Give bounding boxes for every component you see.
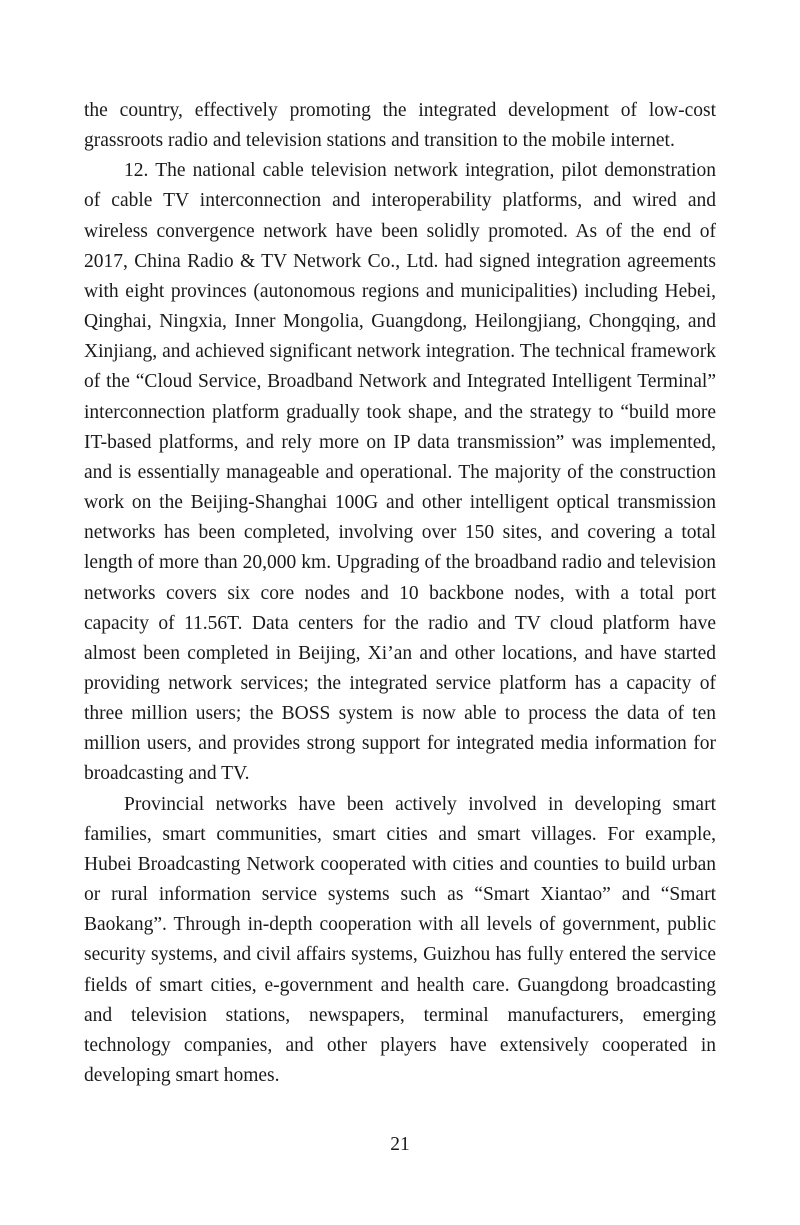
paragraph-continuation: the country, effectively promoting the integrated development of low-cost grassroots radio and television stations and transition to the mobile internet. — [84, 100, 716, 152]
page-body — [84, 96, 716, 1091]
paragraph-item-12: 12. The national cable television network integration, pilot demonstration of cable TV interconnection and interoperability platforms, and wired and wireless convergence network have been solidly promoted. As of the end of 2017, China Radio & TV Network Co., Ltd. had signed integration agreements with eight provinces (autonomous regions and municipalities) including Hebei, Qinghai, Ningxia, Inner Mongolia, Guangdong, Heilongjiang, Chongqing, and Xinjiang, and achieved significant network integration. The technical framework of the “Cloud Service, Broadband Network and Integrated Intelligent Terminal” interconnection platform gradually took shape, and the strategy to “build more IT-based platforms, and rely more on IP data transmission” was implemented, and is essentially manageable and operational. The majority of the construction work on the Beijing-Shanghai 100G and other intelligent optical transmission networks has been completed, involving over 150 sites, and covering a total length of more than 20,000 km. Upgrading of the broadband radio and television networks covers six core nodes and 10 backbone nodes, with a total port capacity of 11.56T. Data centers for the radio and TV cloud platform have almost been completed in Beijing, Xi’an and other locations, and have started providing network services; the integrated service platform has a capacity of three million users; the BOSS system is now able to process the data of ten million users, and provides strong support for integrated media information for broadcasting and TV. — [84, 160, 716, 785]
paragraph-provincial-networks: Provincial networks have been actively involved in developing smart families, smart communities, smart cities and smart villages. For example, Hubei Broadcasting Network cooperated with cities and counties to build urban or rural information service systems such as “Smart Xiantao” and “Smart Baokang”. Through in-depth cooperation with all levels of government, public security systems, and civil affairs systems, Guizhou has fully entered the service fields of smart cities, e-government and health care. Guangdong broadcasting and television stations, newspapers, terminal manufacturers, emerging technology companies, and other players have extensively cooperated in developing smart homes. — [84, 793, 716, 1086]
page-number: 21 — [390, 1134, 410, 1155]
